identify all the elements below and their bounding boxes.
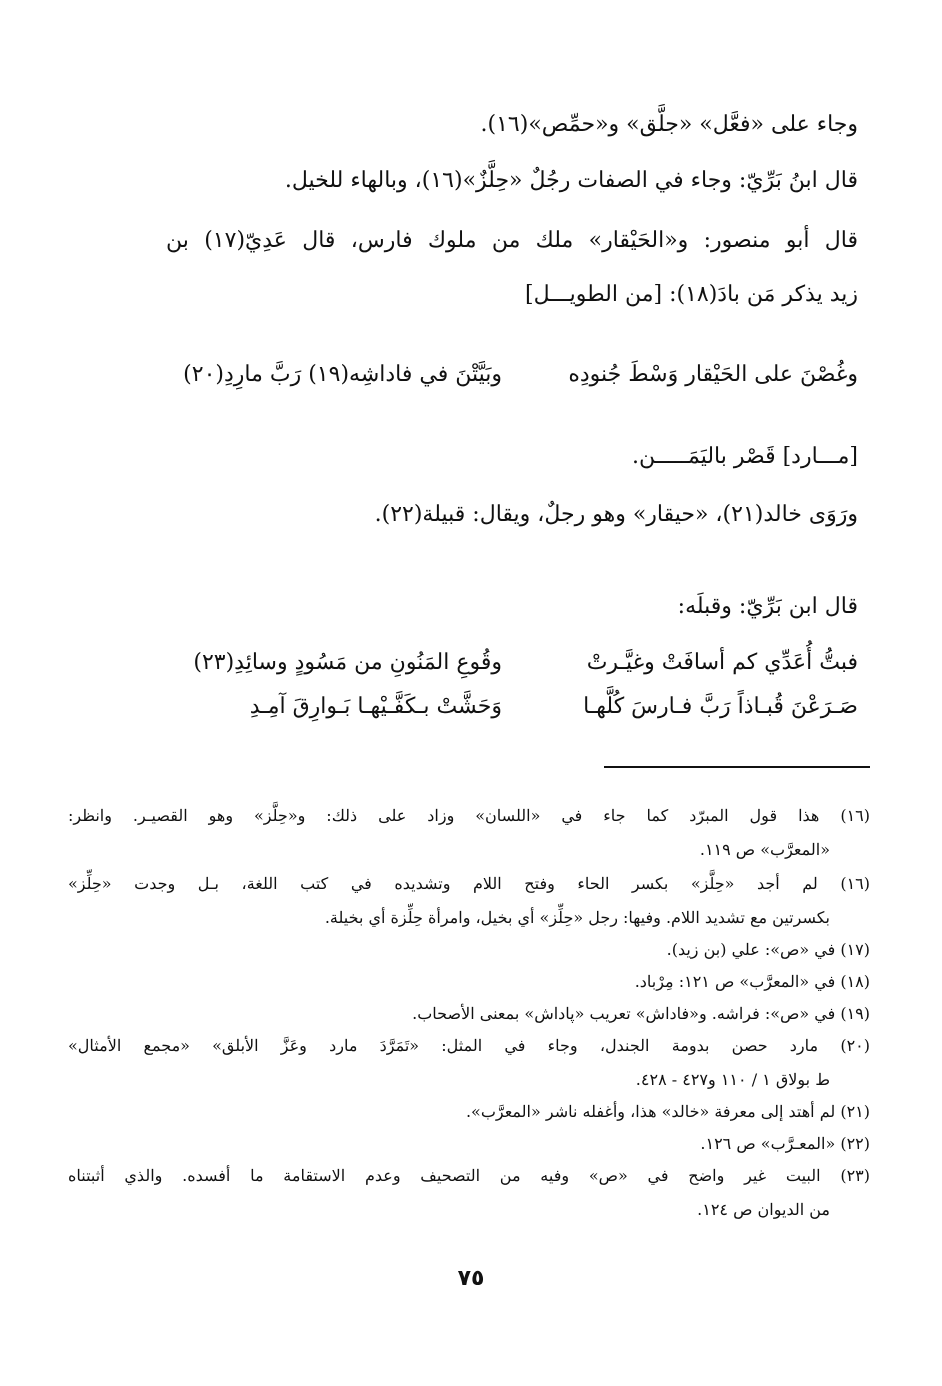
- note-marid: [مـــارد] قَصْر باليَمَـــــن.: [632, 444, 858, 469]
- verse-3-second-hemistich: وَحَشَّتْ بـكَفَّـيْهـا بَـوارِقَ آمِـدِ: [249, 694, 502, 719]
- footnote-16b-cont: بكسرتين مع تشديد اللام. وفيها: رجل «حِلِّز» أي بخيل، وامرأة حِلِّزة أي بخيلة.: [324, 908, 830, 927]
- footnote-separator: [604, 766, 870, 768]
- footnote-16a: (١٦) هذا قول المبرّد كما جاء في «اللسان» وزاد على ذلك: و«حِلَّز» وهو القصيـر. وانظر:: [68, 806, 870, 825]
- qabla-line: قال ابن بَرِّيّ: وقبلَه:: [677, 594, 858, 619]
- verse-1-second-hemistich: وبَيَّتْنَ في فاداشِه(١٩) رَبَّ مارِدِ(٢٠): [183, 362, 502, 387]
- verse-3-first-hemistich: صَـرَعْنَ قُبـاذاً رَبَّ فـارسَ كُلَّهـا: [583, 694, 858, 719]
- footnote-19: (١٩) في «ص»: فراشه. و«فاداش» تعريب «پاداش» بمعنى الأصحاب.: [412, 1004, 870, 1023]
- page-number: ٧٥: [457, 1266, 485, 1291]
- footnote-23-cont: من الديوان ص ١٢٤.: [697, 1200, 830, 1219]
- body-line-2: قال ابنُ بَرِّيّ: وجاء في الصفات رجُلٌ «حِلَّزٌ»(١٦)، وبالهاء للخيل.: [284, 168, 858, 193]
- footnote-16a-cont: «المعرَّب» ص ١١٩.: [699, 840, 830, 859]
- verse-1-first-hemistich: وغُصْنَ على الحَيْقار وَسْطَ جُنودِه: [568, 362, 858, 387]
- footnote-21: (٢١) لم أهتد إلى معرفة «خالد» هذا، وأغفله ناشر «المعرَّب».: [465, 1102, 870, 1121]
- footnote-18: (١٨) في «المعرَّب» ص ١٢١: مِرْباد.: [634, 972, 870, 991]
- footnote-16b: (١٦) لم أجد «حِلَّز» بكسر الحاء وفتح اللام وتشديده في كتب اللغة، بـل وجدت «حِلِّز»: [68, 874, 870, 893]
- body-line-1: وجاء على «فعَّل» «جلَّق» و«حمِّص»(١٦).: [480, 112, 858, 137]
- footnote-17: (١٧) في «ص»: علي (بن زيد).: [666, 940, 870, 959]
- footnote-22: (٢٢) «المعـرَّب» ص ١٢٦.: [700, 1134, 870, 1153]
- riwaya-line: ورَوَى خالد(٢١)، «حيقار» وهو رجلٌ، ويقال: قبيلة(٢٢).: [374, 502, 858, 527]
- verse-2-first-hemistich: فبتُّ أُعَدِّي كم أسافَتْ وغيَّـرتْ: [586, 650, 858, 675]
- verse-2-second-hemistich: وقُوعِ المَنُونِ من مَسُودٍ وسائِدِ(٢٣): [193, 650, 502, 675]
- body-line-4: زيد يذكر مَن بادَ(١٨): [من الطويـــل]: [525, 282, 858, 307]
- footnote-23: (٢٣) البيت غير واضح في «ص» وفيه من التصحيف وعدم الاستقامة ما أفسده. والذي أثبتناه: [68, 1166, 870, 1185]
- footnote-20: (٢٠) مارد حصن بدومة الجندل، وجاء في المثل: «تَمَرَّدَ مارد وعَزَّ الأبلق» «مجمع الأمثال»: [68, 1036, 870, 1055]
- footnote-20-cont: ط بولاق ١ / ١١٠ و٤٢٧ - ٤٢٨.: [635, 1070, 830, 1089]
- body-line-3: قال أبو منصور: و«الحَيْقار» ملك من ملوك فارس، قال عَدِيّ(١٧) بن: [166, 228, 858, 253]
